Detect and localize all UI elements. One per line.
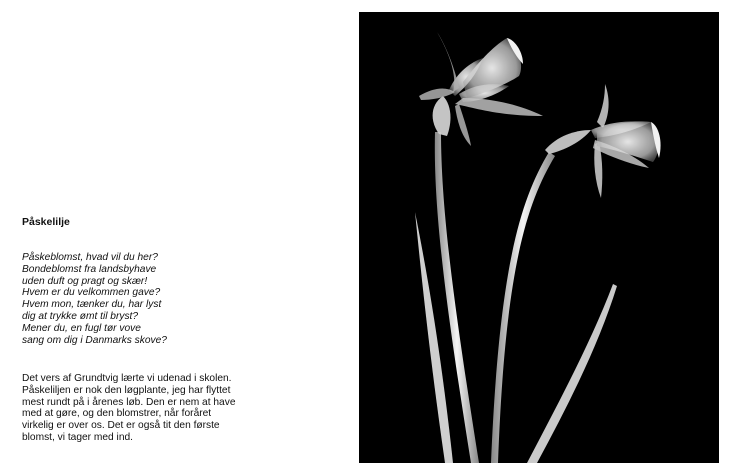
article-body: Det vers af Grundtvig lærte vi udenad i skolen. Påskeliljen er nok den løgplante, jeg har flyttet mest rundt på i årenes løb. Den er nem at have med at gøre, og den blomstrer, når foråret virkelig er over os. Det er også tit den første blomst, vi tager med ind. — [22, 373, 236, 443]
leaf-right — [527, 284, 617, 463]
daffodil-lower — [545, 84, 661, 198]
daffodil-upper — [419, 32, 543, 146]
daffodil-photo — [359, 12, 719, 463]
text-column — [22, 0, 342, 475]
article-title: Påskelilje — [22, 216, 70, 228]
poem: Påskeblomst, hvad vil du her? Bondeblomst fra landsbyhave uden duft og pragt og skær! Hvem er du velkommen gave? Hvem mon, tænker du, har lyst dig at trykke ømt til bryst? Mener du, en fugl tør vove sang om dig i Danmarks skove? — [22, 252, 167, 346]
stem-short — [491, 152, 555, 463]
daffodil-xray-image — [359, 12, 719, 463]
